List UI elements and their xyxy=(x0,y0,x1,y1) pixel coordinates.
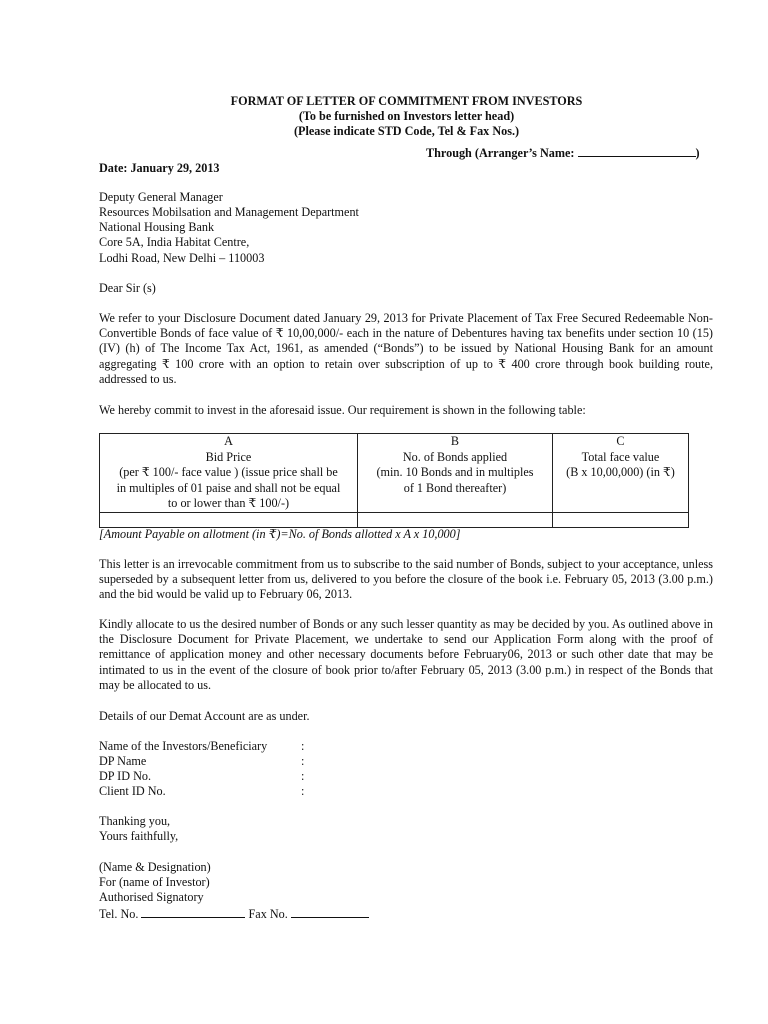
requirement-table xyxy=(99,433,689,528)
table-row xyxy=(100,512,689,527)
fax-label: Fax No. xyxy=(248,907,288,921)
letter-date: Date: January 29, 2013 xyxy=(99,161,220,175)
column-description: (min. 10 Bonds and in multiples xyxy=(376,465,534,479)
document-subtitle-letterhead: (To be furnished on Investors letter head) xyxy=(298,109,515,123)
contact-line xyxy=(99,906,369,922)
demat-field-label: Name of the Investors/Beneficiary xyxy=(99,739,268,753)
address-line: Core 5A, India Habitat Centre, xyxy=(99,235,250,249)
column-header: Bid Price xyxy=(205,449,252,464)
address-line: Resources Mobilsation and Management Department xyxy=(99,205,359,219)
tel-label: Tel. No. xyxy=(99,907,139,921)
column-letter: B xyxy=(450,434,460,448)
arranger-line xyxy=(426,145,700,161)
arranger-label: Through (Arranger’s Name: xyxy=(426,146,575,160)
column-description: (B x 10,00,000) (in ₹) xyxy=(566,465,675,479)
arranger-name-blank xyxy=(578,145,696,157)
for-investor: For (name of Investor) xyxy=(99,875,210,889)
address-line: Deputy General Manager xyxy=(99,190,223,204)
salutation: Dear Sir (s) xyxy=(99,281,156,295)
bonds-applied-entry-cell[interactable] xyxy=(358,512,553,527)
name-designation: (Name & Designation) xyxy=(99,860,211,874)
demat-intro: Details of our Demat Account are as under. xyxy=(99,709,310,723)
total-face-value-entry-cell[interactable] xyxy=(553,512,689,527)
intro-paragraph: We refer to your Disclosure Document dated January 29, 2013 for Private Placement of Tax Free Secured Redeemable Non-Convertible Bonds of face value of ₹ 10,00,000/- each in the nature of Debentures having tax benefits under section 10 (15) (IV) (h) of The Income Tax Act, 1961, as amended (“Bonds”) to be issued by National Housing Bank for an amount aggregating ₹ 100 crore with an option to retain over subscription of up to ₹ 400 crore through book building route, addressed to us. xyxy=(99,311,713,386)
closing-thanks: Thanking you, xyxy=(99,814,171,828)
demat-field-colon: : xyxy=(301,754,305,768)
column-description: to or lower than ₹ 100/-) xyxy=(167,496,290,510)
column-header: No. of Bonds applied xyxy=(402,449,508,464)
arranger-close: ) xyxy=(695,146,700,160)
column-letter: C xyxy=(616,434,625,448)
demat-field-colon: : xyxy=(301,769,305,783)
column-description: (per ₹ 100/- face value ) (issue price shall be xyxy=(119,465,338,479)
address-line: National Housing Bank xyxy=(99,220,215,234)
demat-field-label: DP ID No. xyxy=(99,769,152,783)
column-description: in multiples of 01 paise and shall not be equal xyxy=(116,480,341,495)
address-line: Lodhi Road, New Delhi – 110003 xyxy=(99,251,265,265)
demat-field-label: Client ID No. xyxy=(99,784,166,798)
bid-price-entry-cell[interactable] xyxy=(100,512,358,527)
table-cell-a xyxy=(100,434,358,513)
authorised-signatory: Authorised Signatory xyxy=(99,890,204,904)
tel-blank xyxy=(141,906,245,918)
column-description: of 1 Bond thereafter) xyxy=(403,480,507,495)
commitment-paragraph: We hereby commit to invest in the aforesaid issue. Our requirement is shown in the following table: xyxy=(99,403,586,417)
closing-yours: Yours faithfully, xyxy=(99,829,179,843)
irrevocable-commitment-paragraph: This letter is an irrevocable commitment from us to subscribe to the said number of Bonds, subject to your acceptance, unless superseded by a subsequent letter from us, delivered to you before the closure of the book i.e. February 05, 2013 (3.00 p.m.) and the bid would be valid up to February 06, 2013. xyxy=(99,557,713,602)
column-letter: A xyxy=(224,434,233,448)
document-title: FORMAT OF LETTER OF COMMITMENT FROM INVESTORS xyxy=(230,94,583,108)
document-subtitle-std-code: (Please indicate STD Code, Tel & Fax Nos.) xyxy=(293,124,520,138)
allocation-paragraph: Kindly allocate to us the desired number of Bonds or any such lesser quantity as may be decided by you. As outlined above in the Disclosure Document for Private Placement, we undertake to send our Application Form along with the proof of remittance of application money and other necessary documents before February06, 2013 or such other date that may be intimated to us in the event of the closure of book prior to/after February 05, 2013 (3.00 p.m.) in respect of the Bonds that may be allocated to us. xyxy=(99,617,713,692)
table-row xyxy=(100,434,689,513)
amount-payable-note: [Amount Payable on allotment (in ₹)=No. of Bonds allotted x A x 10,000] xyxy=(99,527,461,541)
demat-field-label: DP Name xyxy=(99,754,147,768)
demat-field-colon: : xyxy=(301,739,305,753)
fax-blank xyxy=(291,906,369,918)
column-header: Total face value xyxy=(581,449,660,464)
table-cell-b xyxy=(358,434,553,513)
demat-field-colon: : xyxy=(301,784,305,798)
table-cell-c xyxy=(553,434,689,513)
